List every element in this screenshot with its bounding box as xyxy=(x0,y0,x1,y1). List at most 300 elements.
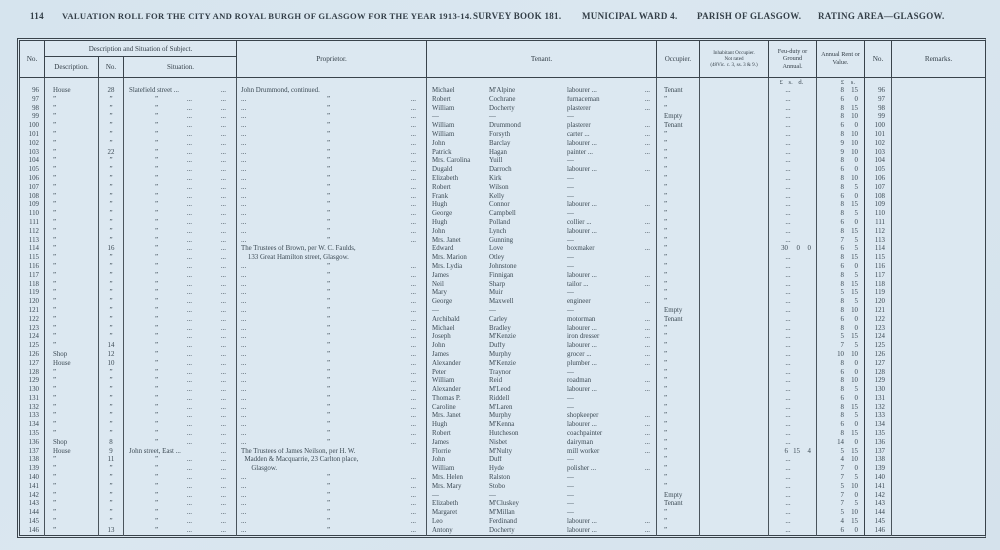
table-row xyxy=(20,228,985,237)
cell-remarks xyxy=(892,281,985,290)
cell-feu-duty: ... xyxy=(769,412,817,421)
cell-annual-rent: 8 15 xyxy=(817,430,865,439)
cell-inhabitant-occupier xyxy=(700,289,769,298)
cell-tenant-occupation: — xyxy=(565,113,657,122)
cell-no-right: 140 xyxy=(865,474,892,483)
table-row xyxy=(20,369,985,378)
cell-situation: ” ... ... xyxy=(124,509,237,518)
cell-no-right: 104 xyxy=(865,157,892,166)
cell-tenant-surname: M'Nulty xyxy=(489,447,513,455)
cell-feu-duty: ... xyxy=(769,316,817,325)
cell-house-no: ” xyxy=(99,316,124,325)
cell-roll-no: 142 xyxy=(20,492,45,501)
cell-situation: ” ... ... xyxy=(124,377,237,386)
cell-house-no: ” xyxy=(99,421,124,430)
table-row xyxy=(20,281,985,290)
cell-house-no: ” xyxy=(99,298,124,307)
cell-situation: ” ... ... xyxy=(124,149,237,158)
cell-annual-rent: 8 5 xyxy=(817,210,865,219)
cell-feu-duty: ... xyxy=(769,113,817,122)
cell-no-right: 138 xyxy=(865,456,892,465)
cell-no-right: 125 xyxy=(865,342,892,351)
cell-description: ” xyxy=(45,272,99,281)
cell-occupier: ” xyxy=(657,157,700,166)
cell-no-right: 96 xyxy=(865,87,892,96)
cell-proprietor: ... ” ... xyxy=(237,184,427,193)
cell-no-right: 114 xyxy=(865,245,892,254)
cell-roll-no: 122 xyxy=(20,316,45,325)
cell-annual-rent: 6 0 xyxy=(817,96,865,105)
cell-occupier: ” xyxy=(657,210,700,219)
rating-area-label: RATING AREA—GLASGOW. xyxy=(818,11,945,21)
cell-situation: ” ... ... xyxy=(124,245,237,254)
cell-inhabitant-occupier xyxy=(700,96,769,105)
cell-inhabitant-occupier xyxy=(700,272,769,281)
cell-tenant-occupation: dairyman ... xyxy=(565,439,657,448)
header-description: Description. xyxy=(45,57,99,77)
table-row xyxy=(20,201,985,210)
cell-feu-duty: ... xyxy=(769,87,817,96)
cell-annual-rent: 8 5 xyxy=(817,386,865,395)
cell-house-no: ” xyxy=(99,184,124,193)
cell-situation: ” ... ... xyxy=(124,492,237,501)
cell-tenant-surname: Reid xyxy=(489,377,503,385)
cell-no-right: 98 xyxy=(865,105,892,114)
cell-no-right: 144 xyxy=(865,509,892,518)
table-row xyxy=(20,149,985,158)
table-row xyxy=(20,263,985,272)
cell-annual-rent: 8 5 xyxy=(817,184,865,193)
cell-occupier: ” xyxy=(657,149,700,158)
cell-roll-no: 106 xyxy=(20,175,45,184)
table-row xyxy=(20,333,985,342)
cell-inhabitant-occupier xyxy=(700,421,769,430)
cell-tenant-occupation: labourer ... ... xyxy=(565,87,657,96)
cell-tenant-first-name: Joseph xyxy=(432,333,451,341)
cell-tenant-surname: Polland xyxy=(489,218,511,226)
cell-tenant-occupation: — xyxy=(565,395,657,404)
cell-house-no: ” xyxy=(99,412,124,421)
cell-house-no: 16 xyxy=(99,245,124,254)
cell-tenant-surname: M'Cluskey xyxy=(489,500,519,508)
feu-currency-heading: £ s. d. xyxy=(769,78,817,87)
cell-situation: ” ... ... xyxy=(124,237,237,246)
cell-tenant-first-name: Mrs. Marion xyxy=(432,254,467,262)
cell-annual-rent: 7 5 xyxy=(817,500,865,509)
cell-roll-no: 107 xyxy=(20,184,45,193)
cell-occupier: ” xyxy=(657,386,700,395)
cell-tenant-surname: Docherty xyxy=(489,526,515,534)
cell-description: ” xyxy=(45,245,99,254)
cell-tenant-surname: Murphy xyxy=(489,412,512,420)
cell-remarks xyxy=(892,105,985,114)
cell-inhabitant-occupier xyxy=(700,360,769,369)
cell-description: ” xyxy=(45,254,99,263)
cell-feu-duty: ... xyxy=(769,439,817,448)
cell-occupier: ” xyxy=(657,342,700,351)
table-row xyxy=(20,307,985,316)
cell-house-no: ” xyxy=(99,140,124,149)
cell-tenant-occupation: labourer ... ... xyxy=(565,386,657,395)
cell-inhabitant-occupier xyxy=(700,456,769,465)
cell-proprietor: ... ” ... xyxy=(237,289,427,298)
cell-house-no: ” xyxy=(99,254,124,263)
cell-annual-rent: 7 0 xyxy=(817,465,865,474)
cell-no-right: 111 xyxy=(865,219,892,228)
cell-annual-rent: 5 10 xyxy=(817,483,865,492)
cell-remarks xyxy=(892,333,985,342)
cell-no-right: 141 xyxy=(865,483,892,492)
cell-tenant-surname: Muir xyxy=(489,289,503,297)
header-desc-sit-title: Description and Situation of Subject. xyxy=(45,41,236,57)
cell-inhabitant-occupier xyxy=(700,509,769,518)
cell-proprietor: ... ” ... xyxy=(237,492,427,501)
cell-inhabitant-occupier xyxy=(700,307,769,316)
table-row xyxy=(20,131,985,140)
cell-no-right: 136 xyxy=(865,439,892,448)
cell-occupier: ” xyxy=(657,404,700,413)
cell-annual-rent: 6 0 xyxy=(817,166,865,175)
cell-annual-rent: 5 10 xyxy=(817,509,865,518)
cell-tenant-surname: M'Leod xyxy=(489,386,511,394)
cell-tenant-first-name: William xyxy=(432,377,455,385)
cell-no-right: 128 xyxy=(865,369,892,378)
cell-house-no: ” xyxy=(99,122,124,131)
cell-tenant-surname: Love xyxy=(489,245,504,253)
cell-description: ” xyxy=(45,131,99,140)
cell-tenant-occupation: — xyxy=(565,307,657,316)
table-row xyxy=(20,492,985,501)
cell-inhabitant-occupier xyxy=(700,342,769,351)
cell-situation: ” ... ... xyxy=(124,298,237,307)
cell-roll-no: 134 xyxy=(20,421,45,430)
cell-house-no: ” xyxy=(99,166,124,175)
cell-no-right: 113 xyxy=(865,237,892,246)
cell-occupier: ” xyxy=(657,518,700,527)
cell-situation: ” ... ... xyxy=(124,228,237,237)
cell-tenant-surname: — xyxy=(489,306,496,314)
cell-inhabitant-occupier xyxy=(700,131,769,140)
cell-no-right: 116 xyxy=(865,263,892,272)
cell-occupier: ” xyxy=(657,175,700,184)
cell-situation: ” ... ... xyxy=(124,184,237,193)
cell-description: ” xyxy=(45,500,99,509)
table-row xyxy=(20,395,985,404)
cell-proprietor: ... ” ... xyxy=(237,360,427,369)
cell-description: ” xyxy=(45,113,99,122)
cell-house-no: ” xyxy=(99,333,124,342)
cell-house-no: ” xyxy=(99,395,124,404)
cell-annual-rent: 8 5 xyxy=(817,298,865,307)
cell-remarks xyxy=(892,456,985,465)
table-row xyxy=(20,342,985,351)
cell-tenant-occupation: plasterer ... xyxy=(565,122,657,131)
cell-tenant-first-name: Hugh xyxy=(432,201,448,209)
cell-proprietor: ... ” ... xyxy=(237,527,427,536)
cell-tenant-surname: Stobo xyxy=(489,482,506,490)
cell-feu-duty: ... xyxy=(769,131,817,140)
cell-description: ” xyxy=(45,237,99,246)
cell-house-no: 13 xyxy=(99,527,124,536)
cell-description: ” xyxy=(45,518,99,527)
cell-remarks xyxy=(892,166,985,175)
cell-tenant-surname: Campbell xyxy=(489,210,516,218)
cell-feu-duty: ... xyxy=(769,298,817,307)
cell-roll-no: 124 xyxy=(20,333,45,342)
cell-inhabitant-occupier xyxy=(700,369,769,378)
cell-tenant-surname: Ralston xyxy=(489,474,511,482)
cell-occupier: Tenant xyxy=(657,316,700,325)
cell-proprietor: John Drummond, continued. xyxy=(237,87,427,96)
cell-no-right: 129 xyxy=(865,377,892,386)
cell-tenant-surname: Duff xyxy=(489,456,502,464)
cell-feu-duty: ... xyxy=(769,166,817,175)
cell-tenant-first-name: — xyxy=(432,491,439,499)
cell-no-right: 103 xyxy=(865,149,892,158)
cell-annual-rent: 8 15 xyxy=(817,254,865,263)
cell-remarks xyxy=(892,518,985,527)
table-row xyxy=(20,140,985,149)
table-row xyxy=(20,193,985,202)
cell-feu-duty: ... xyxy=(769,201,817,210)
page-number: 114 xyxy=(30,11,44,21)
cell-roll-no: 108 xyxy=(20,193,45,202)
cell-tenant-first-name: Mrs. Mary xyxy=(432,482,462,490)
cell-roll-no: 114 xyxy=(20,245,45,254)
cell-feu-duty: 6 15 4 xyxy=(769,448,817,457)
cell-situation: ” ... ... xyxy=(124,157,237,166)
cell-no-right: 105 xyxy=(865,166,892,175)
cell-description: ” xyxy=(45,105,99,114)
cell-description: ” xyxy=(45,298,99,307)
cell-remarks xyxy=(892,527,985,536)
cell-tenant-first-name: Patrick xyxy=(432,148,452,156)
page-title: VALUATION ROLL FOR THE CITY AND ROYAL BURGH OF GLASGOW FOR THE YEAR 1913-14. xyxy=(62,11,472,21)
cell-description: ” xyxy=(45,184,99,193)
cell-tenant-surname: — xyxy=(489,113,496,121)
cell-tenant-first-name: Mrs. Janet xyxy=(432,412,461,420)
cell-house-no: ” xyxy=(99,193,124,202)
cell-no-right: 100 xyxy=(865,122,892,131)
cell-no-right: 109 xyxy=(865,201,892,210)
cell-proprietor: Madden & Macquarrie, 23 Carlton place, xyxy=(237,456,427,465)
cell-tenant-first-name: Alexander xyxy=(432,359,461,367)
cell-annual-rent: 14 0 xyxy=(817,439,865,448)
cell-house-no: ” xyxy=(99,465,124,474)
cell-annual-rent: 9 10 xyxy=(817,140,865,149)
cell-inhabitant-occupier xyxy=(700,122,769,131)
table-row xyxy=(20,527,985,536)
cell-tenant-occupation: furnaceman ... xyxy=(565,96,657,105)
cell-house-no: ” xyxy=(99,237,124,246)
cell-tenant-surname: Bradley xyxy=(489,324,511,332)
cell-remarks xyxy=(892,351,985,360)
cell-remarks xyxy=(892,474,985,483)
cell-inhabitant-occupier xyxy=(700,87,769,96)
header-inhabitant-line: Inhabitant Occupier. xyxy=(713,49,755,56)
cell-proprietor: ... ” ... xyxy=(237,175,427,184)
cell-description: ” xyxy=(45,307,99,316)
cell-roll-no: 121 xyxy=(20,307,45,316)
cell-tenant-occupation: — xyxy=(565,456,657,465)
header-situation: Situation. xyxy=(166,63,195,71)
cell-proprietor: ... ” ... xyxy=(237,113,427,122)
cell-inhabitant-occupier xyxy=(700,157,769,166)
table-row xyxy=(20,412,985,421)
cell-house-no: 22 xyxy=(99,149,124,158)
cell-annual-rent: 8 15 xyxy=(817,228,865,237)
cell-description: ” xyxy=(45,175,99,184)
cell-tenant-occupation: — xyxy=(565,237,657,246)
cell-house-no: ” xyxy=(99,483,124,492)
cell-tenant-occupation: — xyxy=(565,500,657,509)
cell-tenant-first-name: Mrs. Lydia xyxy=(432,262,463,270)
cell-tenant-occupation: — xyxy=(565,492,657,501)
cell-tenant-surname: Forsyth xyxy=(489,130,511,138)
cell-inhabitant-occupier xyxy=(700,149,769,158)
cell-feu-duty: ... xyxy=(769,281,817,290)
cell-annual-rent: 8 10 xyxy=(817,377,865,386)
cell-feu-duty: ... xyxy=(769,492,817,501)
cell-tenant-surname: Duffy xyxy=(489,342,506,350)
header-feu-duty: Feu-duty or Ground Annual. xyxy=(769,41,817,77)
cell-annual-rent: 8 15 xyxy=(817,281,865,290)
cell-occupier: ” xyxy=(657,360,700,369)
cell-occupier: ” xyxy=(657,289,700,298)
cell-house-no: ” xyxy=(99,105,124,114)
cell-house-no: 14 xyxy=(99,342,124,351)
cell-house-no: ” xyxy=(99,307,124,316)
cell-roll-no: 118 xyxy=(20,281,45,290)
cell-tenant-surname: M'Kenna xyxy=(489,421,515,429)
cell-tenant-surname: M'Kenzie xyxy=(489,359,516,367)
cell-situation: ” ... ... xyxy=(124,219,237,228)
cell-situation: ” ... ... xyxy=(124,263,237,272)
cell-house-no: ” xyxy=(99,474,124,483)
cell-proprietor: ... ” ... xyxy=(237,518,427,527)
cell-tenant-first-name: John xyxy=(432,227,446,235)
cell-feu-duty: ... xyxy=(769,140,817,149)
cell-annual-rent: 8 15 xyxy=(817,105,865,114)
cell-feu-duty: ... xyxy=(769,430,817,439)
cell-annual-rent: 4 15 xyxy=(817,518,865,527)
cell-house-no: ” xyxy=(99,518,124,527)
cell-proprietor: ... ” ... xyxy=(237,430,427,439)
cell-description: ” xyxy=(45,96,99,105)
cell-tenant-occupation: plasterer ... xyxy=(565,105,657,114)
cell-annual-rent: 8 10 xyxy=(817,175,865,184)
cell-roll-no: 129 xyxy=(20,377,45,386)
cell-situation: ” ... ... xyxy=(124,456,237,465)
cell-tenant-surname: Barclay xyxy=(489,139,511,147)
table-body xyxy=(20,87,985,536)
cell-annual-rent: 6 0 xyxy=(817,219,865,228)
valuation-table xyxy=(17,38,986,538)
cell-tenant-first-name: William xyxy=(432,130,455,138)
header-occupier: Occupier. xyxy=(657,41,700,77)
cell-remarks xyxy=(892,483,985,492)
cell-tenant-first-name: — xyxy=(432,113,439,121)
cell-proprietor: ... ” ... xyxy=(237,219,427,228)
cell-tenant-first-name: George xyxy=(432,298,453,306)
cell-description: House xyxy=(45,360,99,369)
cell-tenant-surname: Kelly xyxy=(489,192,505,200)
cell-remarks xyxy=(892,157,985,166)
cell-remarks xyxy=(892,509,985,518)
cell-description: ” xyxy=(45,377,99,386)
cell-inhabitant-occupier xyxy=(700,377,769,386)
cell-proprietor: ... ” ... xyxy=(237,131,427,140)
cell-inhabitant-occupier xyxy=(700,193,769,202)
cell-inhabitant-occupier xyxy=(700,298,769,307)
cell-no-right: 123 xyxy=(865,325,892,334)
cell-tenant-first-name: Dugald xyxy=(432,166,453,174)
table-row xyxy=(20,456,985,465)
cell-inhabitant-occupier xyxy=(700,518,769,527)
cell-inhabitant-occupier xyxy=(700,201,769,210)
cell-no-right: 145 xyxy=(865,518,892,527)
cell-proprietor: ... ” ... xyxy=(237,421,427,430)
cell-occupier: ” xyxy=(657,421,700,430)
cell-annual-rent: 10 10 xyxy=(817,351,865,360)
page-header xyxy=(0,0,1000,38)
table-row xyxy=(20,105,985,114)
cell-tenant-occupation: mill worker ... xyxy=(565,448,657,457)
cell-inhabitant-occupier xyxy=(700,281,769,290)
table-row xyxy=(20,500,985,509)
cell-feu-duty: ... xyxy=(769,175,817,184)
cell-proprietor: ... ” ... xyxy=(237,228,427,237)
cell-description: ” xyxy=(45,219,99,228)
cell-remarks xyxy=(892,325,985,334)
cell-description: ” xyxy=(45,369,99,378)
cell-proprietor: ... ” ... xyxy=(237,500,427,509)
cell-roll-no: 136 xyxy=(20,439,45,448)
cell-house-no: ” xyxy=(99,157,124,166)
table-row xyxy=(20,122,985,131)
cell-annual-rent: 5 15 xyxy=(817,448,865,457)
cell-situation: John street, East ... ... xyxy=(124,448,237,457)
cell-description: ” xyxy=(45,509,99,518)
cell-proprietor: 133 Great Hamilton street, Glasgow. xyxy=(237,254,427,263)
table-row xyxy=(20,210,985,219)
cell-roll-no: 125 xyxy=(20,342,45,351)
cell-feu-duty: ... xyxy=(769,527,817,536)
cell-situation: ” ... ... xyxy=(124,360,237,369)
table-row xyxy=(20,113,985,122)
cell-remarks xyxy=(892,369,985,378)
cell-description: ” xyxy=(45,228,99,237)
cell-feu-duty: ... xyxy=(769,456,817,465)
cell-house-no: 28 xyxy=(99,87,124,96)
cell-occupier: ” xyxy=(657,96,700,105)
cell-inhabitant-occupier xyxy=(700,254,769,263)
cell-description: ” xyxy=(45,395,99,404)
cell-annual-rent: 6 0 xyxy=(817,193,865,202)
cell-proprietor: ... ” ... xyxy=(237,201,427,210)
cell-tenant-occupation: — xyxy=(565,263,657,272)
cell-tenant-first-name: — xyxy=(432,306,439,314)
cell-roll-no: 145 xyxy=(20,518,45,527)
cell-feu-duty: ... xyxy=(769,377,817,386)
cell-annual-rent: 5 15 xyxy=(817,333,865,342)
cell-tenant-surname: M'Alpine xyxy=(489,87,516,94)
cell-tenant-first-name: William xyxy=(432,465,455,473)
cell-remarks xyxy=(892,465,985,474)
cell-roll-no: 110 xyxy=(20,210,45,219)
cell-description: ” xyxy=(45,122,99,131)
cell-tenant-first-name: Elizabeth xyxy=(432,500,459,508)
